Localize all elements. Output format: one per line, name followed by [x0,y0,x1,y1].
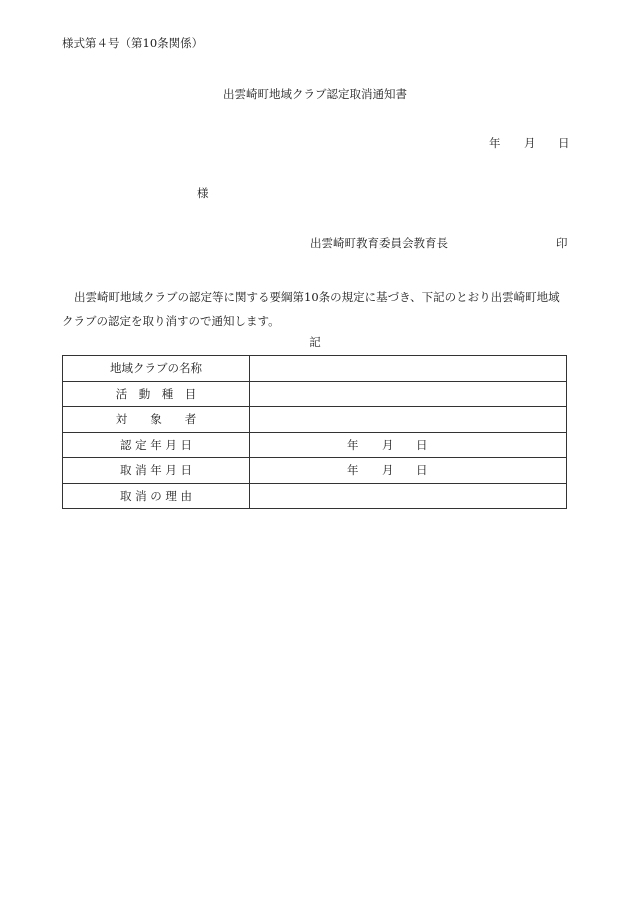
revocation-date-day-label: 日 [416,463,428,478]
issue-date-day-label: 日 [558,136,570,150]
table-row [63,356,567,382]
row-value-target-group [250,407,567,433]
row-label-activity-type: 活 動 種 目 [63,381,250,407]
row-value-revocation-reason [250,483,567,509]
row-label-revocation-reason: 取 消 の 理 由 [63,483,250,509]
table-row [63,458,567,484]
row-label-revocation-date: 取 消 年 月 日 [63,458,250,484]
certification-date-year-label: 年 [347,437,359,452]
row-label-target-group: 対 象 者 [63,407,250,433]
table-row [63,407,567,433]
row-value-revocation-date [250,458,567,484]
document-title: 出雲崎町地域クラブ認定取消通知書 [223,87,407,101]
row-value-certification-date [250,432,567,458]
row-value-activity-type [250,381,567,407]
row-label-certification-date: 認 定 年 月 日 [63,432,250,458]
form-number: 様式第４号（第10条関係） [62,36,204,50]
row-label-club-name: 地域クラブの名称 [63,356,250,382]
table-row [63,483,567,509]
revocation-date-month-label: 月 [382,463,394,478]
table-row [63,432,567,458]
issue-date-month-label: 月 [524,136,536,150]
notice-label: 記 [309,335,321,349]
notice-body-text: 出雲崎町地域クラブの認定等に関する要綱第10条の規定に基づき、下記のとおり出雲崎町地域クラブの認定を取り消すので通知します。 [62,290,560,328]
issuer-name: 出雲崎町教育委員会教育長 [310,236,448,250]
issue-date-year-label: 年 [489,136,501,150]
row-value-club-name [250,356,567,382]
seal-mark: 印 [556,236,568,250]
certification-date-month-label: 月 [382,437,394,452]
certification-date-fields [347,433,437,458]
revocation-date-fields [347,458,437,483]
revocation-date-year-label: 年 [347,463,359,478]
certification-date-day-label: 日 [416,437,428,452]
details-table [62,355,567,509]
recipient-honorific: 様 [197,186,209,200]
table-row [63,381,567,407]
